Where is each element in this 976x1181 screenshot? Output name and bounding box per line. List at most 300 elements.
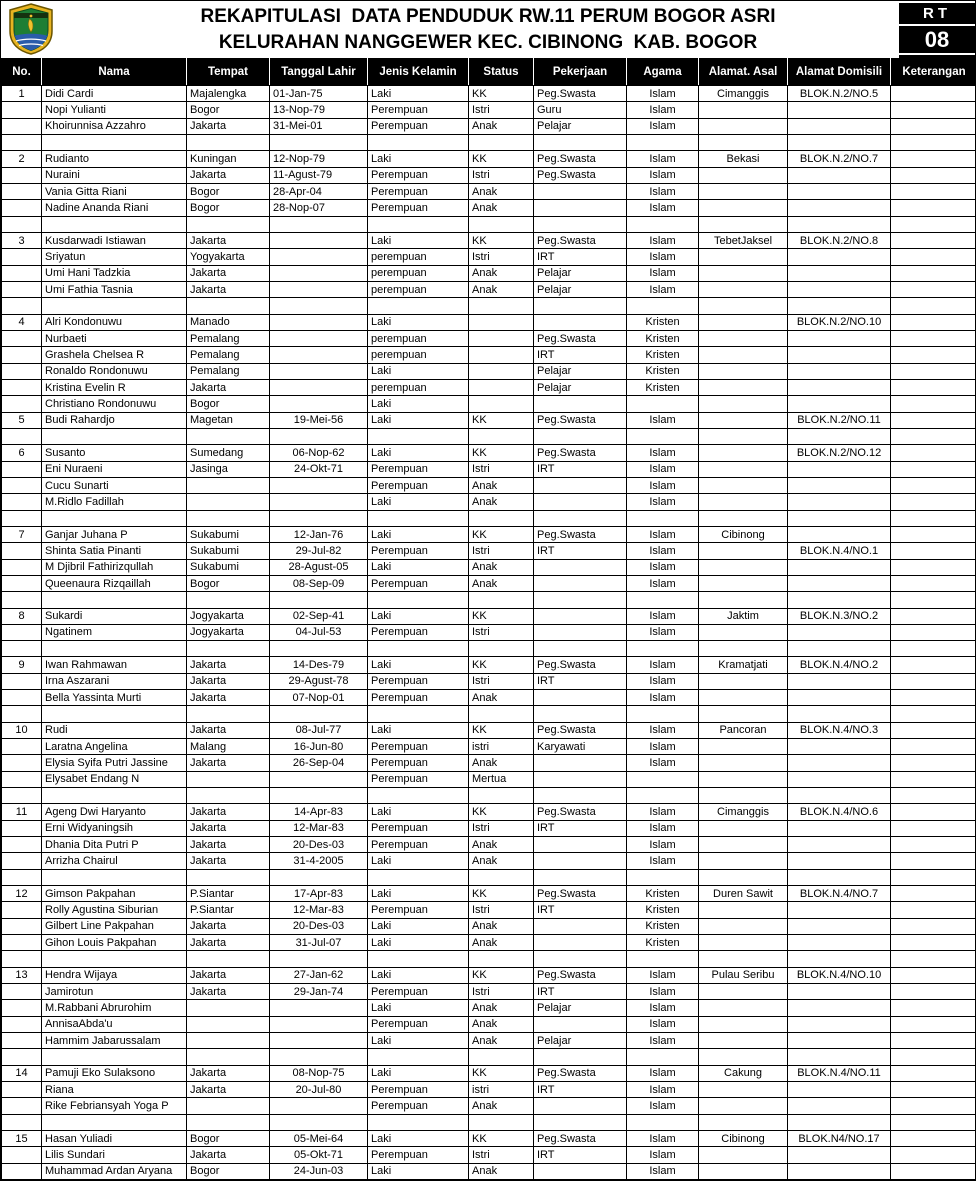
- cell-pekerjaan: [534, 396, 627, 412]
- cell-alamat-domisili: [788, 771, 891, 787]
- cell-pekerjaan: Peg.Swasta: [534, 886, 627, 902]
- cell-tempat: [187, 477, 270, 493]
- cell-alamat-asal: [699, 755, 788, 771]
- cell-status: [469, 330, 534, 346]
- cell-alamat-domisili: [788, 690, 891, 706]
- cell-alamat-domisili: [788, 200, 891, 216]
- table-row: [2, 314, 976, 330]
- cell-status: Anak: [469, 853, 534, 869]
- cell-status: [469, 134, 534, 150]
- cell-pekerjaan: [534, 1098, 627, 1114]
- cell-tempat: Jakarta: [187, 853, 270, 869]
- cell-alamat-domisili: [788, 755, 891, 771]
- cell-status: Istri: [469, 673, 534, 689]
- cell-nama: Gihon Louis Pakpahan: [42, 935, 187, 951]
- cell-alamat-asal: [699, 543, 788, 559]
- cell-nama: Rudianto: [42, 151, 187, 167]
- cell-agama: Islam: [627, 265, 699, 281]
- cell-pekerjaan: Peg.Swasta: [534, 232, 627, 248]
- cell-nama: Umi Hani Tadzkia: [42, 265, 187, 281]
- spacer-row: [2, 788, 976, 804]
- cell-tanggal-lahir: 24-Okt-71: [270, 461, 368, 477]
- cell-tanggal-lahir: 31-Jul-07: [270, 935, 368, 951]
- cell-tempat: [187, 788, 270, 804]
- cell-alamat-asal: [699, 575, 788, 591]
- cell-jenis-kelamin: Perempuan: [368, 771, 469, 787]
- cell-agama: Islam: [627, 1065, 699, 1081]
- cell-keterangan: [891, 853, 976, 869]
- cell-nama: Nuraini: [42, 167, 187, 183]
- cell-keterangan: [891, 428, 976, 444]
- cell-nama: [42, 1114, 187, 1130]
- cell-keterangan: [891, 526, 976, 542]
- cell-jenis-kelamin: Laki: [368, 412, 469, 428]
- cell-jenis-kelamin: Laki: [368, 151, 469, 167]
- table-row: [2, 396, 976, 412]
- cell-tanggal-lahir: [270, 347, 368, 363]
- cell-nama: Irna Aszarani: [42, 673, 187, 689]
- cell-tempat: [187, 1033, 270, 1049]
- table-row: [2, 1065, 976, 1081]
- cell-keterangan: [891, 265, 976, 281]
- cell-nama: M Djibril Fathirizqullah: [42, 559, 187, 575]
- cell-alamat-domisili: [788, 118, 891, 134]
- cell-status: [469, 347, 534, 363]
- cell-pekerjaan: IRT: [534, 902, 627, 918]
- cell-tempat: Jakarta: [187, 755, 270, 771]
- cell-jenis-kelamin: Perempuan: [368, 755, 469, 771]
- cell-alamat-domisili: [788, 510, 891, 526]
- cell-alamat-asal: [699, 624, 788, 640]
- cell-nama: Hammim Jabarussalam: [42, 1033, 187, 1049]
- document-header: [1, 1, 975, 58]
- cell-jenis-kelamin: Perempuan: [368, 1016, 469, 1032]
- table-row: [2, 967, 976, 983]
- cell-jenis-kelamin: Perempuan: [368, 477, 469, 493]
- cell-tempat: [187, 510, 270, 526]
- cell-no: [2, 510, 42, 526]
- cell-pekerjaan: Peg.Swasta: [534, 151, 627, 167]
- cell-alamat-domisili: BLOK.N.2/NO.8: [788, 232, 891, 248]
- cell-alamat-asal: [699, 249, 788, 265]
- cell-pekerjaan: [534, 641, 627, 657]
- cell-tanggal-lahir: 08-Nop-75: [270, 1065, 368, 1081]
- cell-keterangan: [891, 314, 976, 330]
- cell-tempat: Sukabumi: [187, 526, 270, 542]
- cell-keterangan: [891, 200, 976, 216]
- table-row: [2, 200, 976, 216]
- cell-agama: Islam: [627, 657, 699, 673]
- cell-pekerjaan: Peg.Swasta: [534, 86, 627, 102]
- cell-pekerjaan: [534, 200, 627, 216]
- cell-jenis-kelamin: Laki: [368, 967, 469, 983]
- cell-alamat-asal: [699, 347, 788, 363]
- cell-alamat-domisili: BLOK.N.4/NO.7: [788, 886, 891, 902]
- cell-no: [2, 167, 42, 183]
- cell-jenis-kelamin: perempuan: [368, 265, 469, 281]
- cell-tempat: [187, 951, 270, 967]
- cell-keterangan: [891, 249, 976, 265]
- cell-no: [2, 1114, 42, 1130]
- cell-no: 9: [2, 657, 42, 673]
- cell-tanggal-lahir: [270, 314, 368, 330]
- table-row: [2, 265, 976, 281]
- cell-alamat-domisili: [788, 347, 891, 363]
- cell-jenis-kelamin: Laki: [368, 526, 469, 542]
- cell-tempat: Jakarta: [187, 657, 270, 673]
- cell-keterangan: [891, 151, 976, 167]
- cell-tanggal-lahir: [270, 265, 368, 281]
- cell-alamat-asal: [699, 1033, 788, 1049]
- cell-alamat-asal: [699, 314, 788, 330]
- table-row: [2, 918, 976, 934]
- column-header-alamat-asal: Alamat. Asal: [699, 59, 788, 86]
- cell-jenis-kelamin: Perempuan: [368, 200, 469, 216]
- cell-nama: Gimson Pakpahan: [42, 886, 187, 902]
- cell-tanggal-lahir: [270, 771, 368, 787]
- cell-agama: [627, 428, 699, 444]
- cell-alamat-domisili: BLOK.N.4/NO.10: [788, 967, 891, 983]
- cell-pekerjaan: Pelajar: [534, 1033, 627, 1049]
- cell-jenis-kelamin: Perempuan: [368, 543, 469, 559]
- cell-alamat-asal: [699, 673, 788, 689]
- cell-tanggal-lahir: 20-Des-03: [270, 918, 368, 934]
- cell-tanggal-lahir: 06-Nop-62: [270, 445, 368, 461]
- cell-tempat: Jasinga: [187, 461, 270, 477]
- cell-tanggal-lahir: 12-Nop-79: [270, 151, 368, 167]
- cell-no: 1: [2, 86, 42, 102]
- cell-status: KK: [469, 412, 534, 428]
- table-row: [2, 102, 976, 118]
- table-row: [2, 559, 976, 575]
- table-row: [2, 167, 976, 183]
- spacer-row: [2, 216, 976, 232]
- spacer-row: [2, 706, 976, 722]
- cell-tempat: Sukabumi: [187, 559, 270, 575]
- cell-tempat: Jakarta: [187, 1082, 270, 1098]
- cell-alamat-asal: [699, 494, 788, 510]
- cell-no: [2, 1016, 42, 1032]
- cell-keterangan: [891, 739, 976, 755]
- cell-agama: Islam: [627, 232, 699, 248]
- cell-nama: Didi Cardi: [42, 86, 187, 102]
- cell-pekerjaan: [534, 1016, 627, 1032]
- cell-jenis-kelamin: Perempuan: [368, 739, 469, 755]
- cell-tanggal-lahir: [270, 1033, 368, 1049]
- cell-alamat-domisili: BLOK.N.4/NO.6: [788, 804, 891, 820]
- cell-agama: [627, 298, 699, 314]
- cell-alamat-domisili: [788, 788, 891, 804]
- cell-status: KK: [469, 657, 534, 673]
- cell-keterangan: [891, 1016, 976, 1032]
- cell-status: [469, 788, 534, 804]
- cell-pekerjaan: Peg.Swasta: [534, 167, 627, 183]
- spacer-row: [2, 428, 976, 444]
- cell-tanggal-lahir: [270, 1000, 368, 1016]
- cell-keterangan: [891, 494, 976, 510]
- cell-status: Anak: [469, 1033, 534, 1049]
- cell-keterangan: [891, 722, 976, 738]
- cell-nama: Erni Widyaningsih: [42, 820, 187, 836]
- cell-alamat-asal: [699, 216, 788, 232]
- cell-alamat-domisili: [788, 1098, 891, 1114]
- cell-alamat-domisili: [788, 706, 891, 722]
- cell-status: [469, 314, 534, 330]
- cell-jenis-kelamin: Perempuan: [368, 673, 469, 689]
- cell-tempat: Jakarta: [187, 1065, 270, 1081]
- cell-tempat: Jakarta: [187, 820, 270, 836]
- cell-no: [2, 477, 42, 493]
- cell-jenis-kelamin: perempuan: [368, 347, 469, 363]
- cell-status: Istri: [469, 624, 534, 640]
- cell-tanggal-lahir: 13-Nop-79: [270, 102, 368, 118]
- cell-tanggal-lahir: 12-Mar-83: [270, 820, 368, 836]
- cell-agama: [627, 869, 699, 885]
- cell-keterangan: [891, 690, 976, 706]
- cell-alamat-asal: [699, 1163, 788, 1179]
- cell-keterangan: [891, 804, 976, 820]
- cell-keterangan: [891, 379, 976, 395]
- cell-no: [2, 706, 42, 722]
- table-row: [2, 86, 976, 102]
- cell-keterangan: [891, 1131, 976, 1147]
- spacer-row: [2, 1049, 976, 1065]
- cell-nama: [42, 134, 187, 150]
- cell-agama: Kristen: [627, 935, 699, 951]
- cell-alamat-domisili: [788, 853, 891, 869]
- cell-tanggal-lahir: 20-Jul-80: [270, 1082, 368, 1098]
- cell-alamat-domisili: [788, 183, 891, 199]
- cell-no: [2, 951, 42, 967]
- cell-alamat-asal: [699, 869, 788, 885]
- cell-alamat-domisili: [788, 575, 891, 591]
- cell-agama: Islam: [627, 608, 699, 624]
- cell-keterangan: [891, 232, 976, 248]
- cell-no: 2: [2, 151, 42, 167]
- cell-status: KK: [469, 722, 534, 738]
- cell-tempat: Bogor: [187, 200, 270, 216]
- cell-tanggal-lahir: [270, 494, 368, 510]
- cell-status: KK: [469, 1131, 534, 1147]
- cell-agama: Islam: [627, 837, 699, 853]
- cell-pekerjaan: [534, 935, 627, 951]
- cell-agama: [627, 788, 699, 804]
- cell-status: Istri: [469, 167, 534, 183]
- table-row: [2, 363, 976, 379]
- cell-tanggal-lahir: [270, 1049, 368, 1065]
- cell-nama: Cucu Sunarti: [42, 477, 187, 493]
- cell-agama: [627, 951, 699, 967]
- cell-keterangan: [891, 183, 976, 199]
- table-row: [2, 461, 976, 477]
- cell-agama: Islam: [627, 1082, 699, 1098]
- cell-jenis-kelamin: Perempuan: [368, 1147, 469, 1163]
- cell-agama: Islam: [627, 1147, 699, 1163]
- cell-no: [2, 739, 42, 755]
- cell-status: Anak: [469, 575, 534, 591]
- cell-nama: [42, 951, 187, 967]
- cell-status: Anak: [469, 118, 534, 134]
- spacer-row: [2, 510, 976, 526]
- cell-pekerjaan: Peg.Swasta: [534, 412, 627, 428]
- cell-keterangan: [891, 363, 976, 379]
- cell-tempat: Jakarta: [187, 804, 270, 820]
- cell-jenis-kelamin: Laki: [368, 494, 469, 510]
- cell-tempat: Yogyakarta: [187, 249, 270, 265]
- cell-status: Istri: [469, 543, 534, 559]
- cell-keterangan: [891, 869, 976, 885]
- cell-alamat-asal: [699, 379, 788, 395]
- cell-jenis-kelamin: Perempuan: [368, 984, 469, 1000]
- cell-alamat-asal: Bekasi: [699, 151, 788, 167]
- cell-alamat-domisili: [788, 379, 891, 395]
- cell-nama: Queenaura Rizqaillah: [42, 575, 187, 591]
- cell-alamat-domisili: BLOK.N.2/NO.5: [788, 86, 891, 102]
- cell-keterangan: [891, 951, 976, 967]
- cell-alamat-domisili: [788, 281, 891, 297]
- cell-pekerjaan: Peg.Swasta: [534, 722, 627, 738]
- cell-no: 13: [2, 967, 42, 983]
- cell-no: [2, 690, 42, 706]
- cell-status: istri: [469, 739, 534, 755]
- cell-tanggal-lahir: 12-Jan-76: [270, 526, 368, 542]
- cell-keterangan: [891, 216, 976, 232]
- cell-alamat-domisili: [788, 134, 891, 150]
- table-row: [2, 690, 976, 706]
- cell-tempat: Jakarta: [187, 118, 270, 134]
- cell-jenis-kelamin: Laki: [368, 363, 469, 379]
- cell-tempat: Pemalang: [187, 363, 270, 379]
- table-row: [2, 526, 976, 542]
- cell-no: 3: [2, 232, 42, 248]
- cell-keterangan: [891, 134, 976, 150]
- cell-no: [2, 559, 42, 575]
- cell-nama: Rike Febriansyah Yoga P: [42, 1098, 187, 1114]
- cell-tempat: [187, 1114, 270, 1130]
- cell-keterangan: [891, 1098, 976, 1114]
- cell-nama: Vania Gitta Riani: [42, 183, 187, 199]
- cell-nama: Pamuji Eko Sulaksono: [42, 1065, 187, 1081]
- cell-tanggal-lahir: 04-Jul-53: [270, 624, 368, 640]
- cell-pekerjaan: [534, 951, 627, 967]
- table-row: [2, 853, 976, 869]
- cell-tempat: P.Siantar: [187, 886, 270, 902]
- table-row: [2, 412, 976, 428]
- cell-alamat-domisili: [788, 902, 891, 918]
- cell-alamat-domisili: [788, 641, 891, 657]
- cell-jenis-kelamin: [368, 706, 469, 722]
- table-row: [2, 1163, 976, 1179]
- cell-jenis-kelamin: [368, 510, 469, 526]
- cell-pekerjaan: [534, 1163, 627, 1179]
- cell-status: [469, 216, 534, 232]
- cell-status: Anak: [469, 559, 534, 575]
- cell-jenis-kelamin: Perempuan: [368, 624, 469, 640]
- table-row: [2, 1000, 976, 1016]
- cell-no: [2, 624, 42, 640]
- cell-keterangan: [891, 984, 976, 1000]
- cell-tempat: Jakarta: [187, 265, 270, 281]
- table-row: [2, 886, 976, 902]
- cell-alamat-asal: [699, 690, 788, 706]
- cell-alamat-domisili: BLOK.N.4/NO.2: [788, 657, 891, 673]
- cell-nama: [42, 216, 187, 232]
- spacer-row: [2, 641, 976, 657]
- cell-agama: Islam: [627, 1098, 699, 1114]
- spacer-row: [2, 298, 976, 314]
- cell-jenis-kelamin: [368, 298, 469, 314]
- cell-keterangan: [891, 510, 976, 526]
- cell-status: Istri: [469, 902, 534, 918]
- cell-pekerjaan: [534, 428, 627, 444]
- cell-no: [2, 363, 42, 379]
- cell-status: [469, 363, 534, 379]
- cell-tempat: [187, 1000, 270, 1016]
- table-row: [2, 820, 976, 836]
- cell-keterangan: [891, 118, 976, 134]
- cell-status: Anak: [469, 690, 534, 706]
- table-row: [2, 183, 976, 199]
- cell-jenis-kelamin: Laki: [368, 1065, 469, 1081]
- cell-pekerjaan: Guru: [534, 102, 627, 118]
- table-row: [2, 249, 976, 265]
- cell-agama: Islam: [627, 853, 699, 869]
- cell-tempat: Jakarta: [187, 281, 270, 297]
- table-row: [2, 1016, 976, 1032]
- spacer-row: [2, 592, 976, 608]
- cell-tanggal-lahir: [270, 1114, 368, 1130]
- cell-agama: [627, 641, 699, 657]
- spacer-row: [2, 134, 976, 150]
- cell-agama: [627, 706, 699, 722]
- cell-nama: AnnisaAbda'u: [42, 1016, 187, 1032]
- cell-tempat: [187, 771, 270, 787]
- cell-nama: Sriyatun: [42, 249, 187, 265]
- cell-status: istri: [469, 1082, 534, 1098]
- cell-pekerjaan: Pelajar: [534, 281, 627, 297]
- cell-tanggal-lahir: [270, 232, 368, 248]
- cell-nama: [42, 641, 187, 657]
- cell-nama: Dhania Dita Putri P: [42, 837, 187, 853]
- cell-tempat: Jakarta: [187, 673, 270, 689]
- cell-keterangan: [891, 641, 976, 657]
- cell-tanggal-lahir: 07-Nop-01: [270, 690, 368, 706]
- cell-status: [469, 428, 534, 444]
- table-row: [2, 477, 976, 493]
- cell-alamat-domisili: [788, 673, 891, 689]
- cell-alamat-domisili: BLOK.N.3/NO.2: [788, 608, 891, 624]
- cell-pekerjaan: [534, 755, 627, 771]
- cell-alamat-domisili: [788, 918, 891, 934]
- cell-tempat: Jakarta: [187, 984, 270, 1000]
- cell-pekerjaan: IRT: [534, 543, 627, 559]
- cell-no: 15: [2, 1131, 42, 1147]
- cell-keterangan: [891, 788, 976, 804]
- cell-agama: Islam: [627, 183, 699, 199]
- cell-agama: Kristen: [627, 330, 699, 346]
- cell-pekerjaan: Peg.Swasta: [534, 330, 627, 346]
- cell-nama: Elysabet Endang N: [42, 771, 187, 787]
- cell-no: [2, 330, 42, 346]
- cell-agama: Islam: [627, 102, 699, 118]
- cell-agama: Islam: [627, 575, 699, 591]
- cell-keterangan: [891, 1163, 976, 1179]
- cell-nama: Hasan Yuliadi: [42, 1131, 187, 1147]
- cell-status: [469, 869, 534, 885]
- cell-keterangan: [891, 102, 976, 118]
- cell-alamat-asal: [699, 837, 788, 853]
- cell-keterangan: [891, 1065, 976, 1081]
